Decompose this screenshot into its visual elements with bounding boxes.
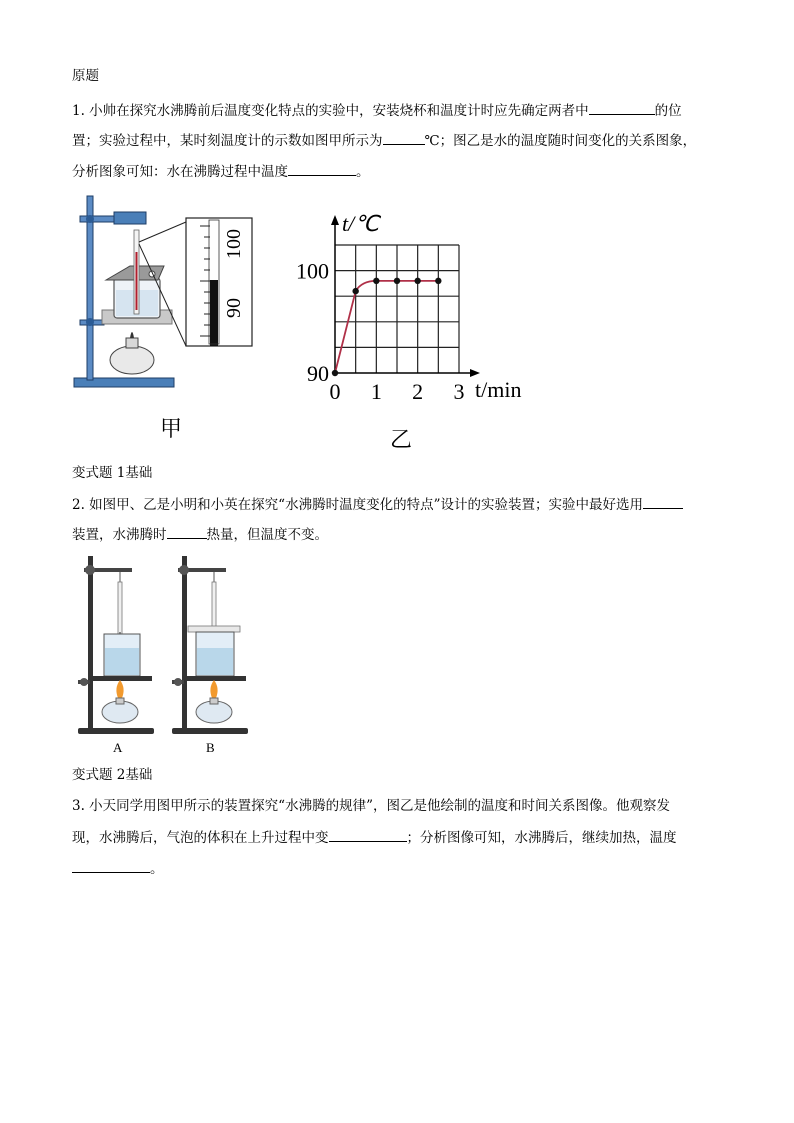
flame: [116, 680, 123, 698]
figure-yi-label: 乙: [390, 428, 413, 453]
q2-blank-1[interactable]: [643, 494, 683, 509]
q2-text: 热量，但温度不变。: [206, 527, 328, 543]
q2-text: 2. 如图甲、乙是小明和小英在探究“水沸腾时温度变化的特点”设计的实验装置；实验中最好选用: [72, 497, 643, 513]
q1-text: 置；实验过程中，某时刻温度计的示数如图甲所示为: [72, 133, 383, 149]
chart-y-axis-label: t/℃: [342, 211, 379, 236]
stand-rod: [87, 196, 93, 380]
q3-line-1: 3. 小天同学用图甲所示的装置探究“水沸腾的规律”，图乙是他绘制的温度和时间关系图像。他观察发: [72, 798, 670, 814]
q2-line-2: [72, 524, 328, 545]
chart-x-axis-label: t/min: [475, 377, 522, 402]
wire-gauze: [186, 676, 246, 681]
data-point: [332, 370, 338, 376]
alcohol-lamp: [110, 346, 154, 374]
section-original-title: 原题: [72, 68, 99, 84]
q3-line-2: [72, 827, 677, 848]
q1-text: 。: [356, 164, 370, 180]
q1-line-2: [72, 130, 696, 151]
q1-blank-1[interactable]: [589, 100, 655, 115]
y-tick-label: 90: [307, 361, 329, 386]
figure-b-label: B: [206, 740, 215, 755]
figure-apparatus-a: [74, 552, 158, 738]
chart-series: [332, 278, 442, 377]
q3-text: 现，水沸腾后，气泡的体积在上升过程中变: [72, 830, 329, 846]
x-tick-label: 3: [453, 379, 465, 404]
flame: [210, 680, 217, 698]
q2-line-1: [72, 494, 683, 515]
q1-line-3: [72, 161, 370, 182]
data-point: [373, 278, 379, 284]
mercury-column: [210, 280, 218, 346]
q3-text: 。: [150, 861, 164, 877]
section-variant2-title: 变式题 2基础: [72, 767, 153, 783]
figure-jia-label: 甲: [160, 417, 183, 442]
q1-text: 1. 小帅在探究水沸腾前后温度变化特点的实验中，安装烧杯和温度计时应先确定两者中: [72, 103, 589, 119]
data-point: [394, 278, 400, 284]
data-point: [352, 288, 358, 294]
x-tick-label: 2: [412, 379, 424, 404]
x-tick-label: 1: [370, 379, 382, 404]
q1-text: 的位: [654, 103, 682, 119]
wire-gauze: [92, 676, 152, 681]
stand-base: [78, 728, 154, 734]
figure-jia-apparatus: [70, 192, 260, 402]
q3-blank-1[interactable]: [329, 827, 407, 842]
y-tick-label: 100: [296, 258, 329, 284]
q3-line-3: [72, 858, 164, 879]
temperature-curve: [335, 281, 438, 373]
scale-label-100: 100: [223, 229, 245, 259]
q1-line-1: [72, 100, 682, 121]
q1-blank-2[interactable]: [383, 130, 425, 145]
data-point: [435, 278, 441, 284]
stand-base: [172, 728, 248, 734]
q1-blank-3[interactable]: [288, 161, 356, 176]
x-tick-label: 0: [329, 379, 341, 404]
figure-yi-chart: [290, 205, 540, 410]
section-variant1-title: 变式题 1基础: [72, 465, 153, 481]
x-axis-arrow: [470, 369, 480, 377]
chart-grid: [335, 245, 459, 373]
figure-a-label: A: [113, 740, 123, 755]
scale-label-90: 90: [223, 298, 245, 318]
q3-blank-2[interactable]: [72, 858, 150, 873]
q1-text: ℃；图乙是水的温度随时间变化的关系图象，: [424, 133, 697, 149]
q2-text: 装置，水沸腾时: [72, 527, 167, 543]
q1-text: 分析图象可知：水在沸腾过程中温度: [72, 164, 288, 180]
y-axis-arrow: [331, 215, 339, 225]
q3-text: ；分析图像可知，水沸腾后，继续加热，温度: [406, 830, 677, 846]
q2-blank-2[interactable]: [167, 524, 207, 539]
beaker-lid: [188, 626, 240, 632]
figure-apparatus-b: [168, 552, 252, 738]
data-point: [414, 278, 420, 284]
